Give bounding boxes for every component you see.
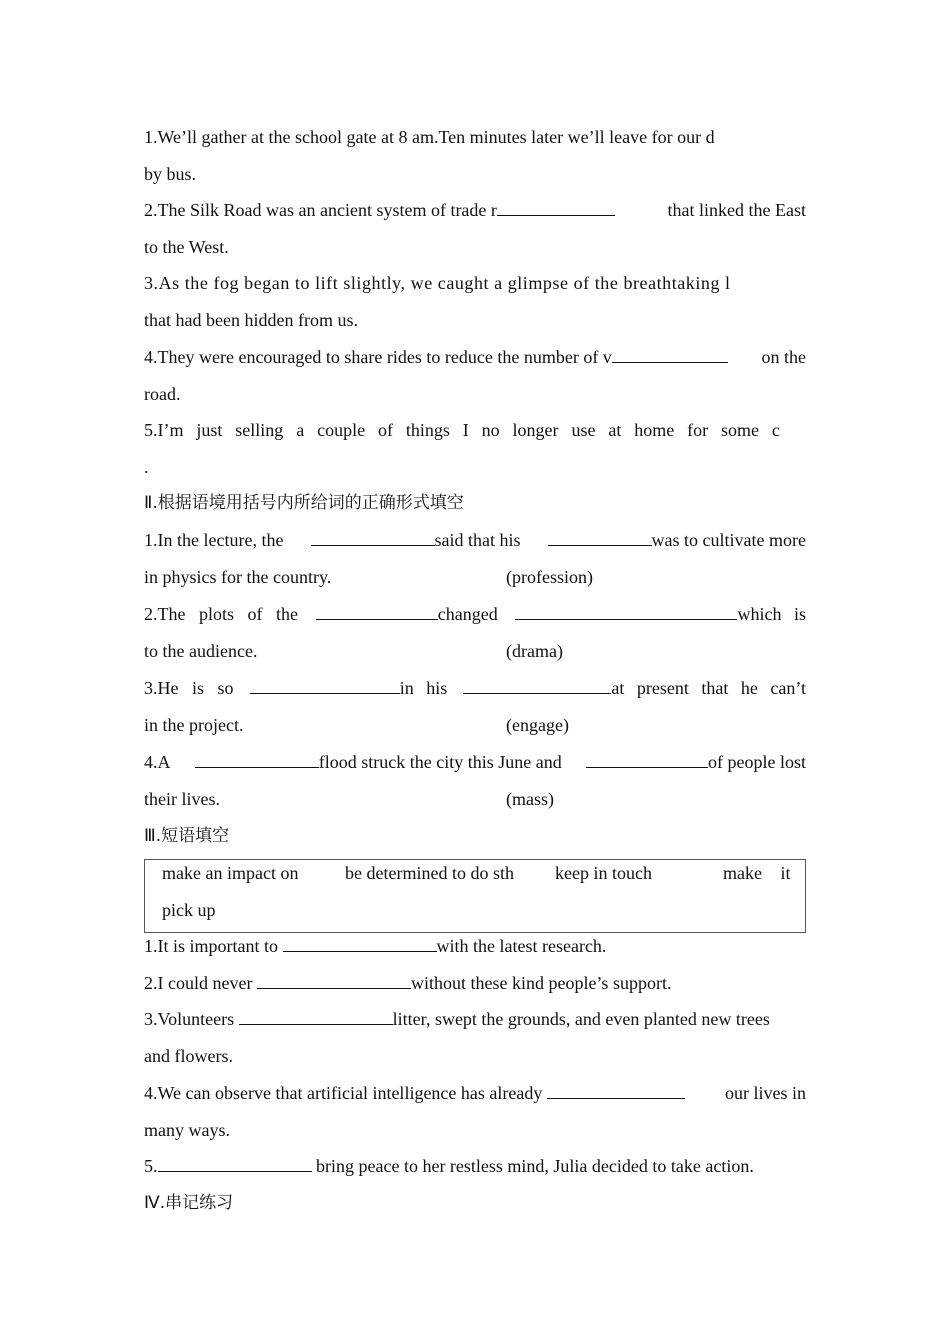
s2-item-1-c: was to cultivate more <box>651 530 806 550</box>
s3-item-4 <box>144 1080 806 1106</box>
s2-item-1-cont <box>144 564 806 590</box>
s1-item-5 <box>144 417 806 443</box>
s2-item-3-hint: (engage) <box>506 715 569 735</box>
section2-heading: Ⅱ.根据语境用括号内所给词的正确形式填空 <box>144 493 464 513</box>
s3-item-2-blank[interactable] <box>257 970 411 989</box>
s3-item-5-b: bring peace to her restless mind, Julia decided to take action. <box>316 1156 754 1176</box>
s3-item-1-a: 1.It is important to <box>144 936 278 956</box>
s3-item-4-b: our lives in <box>725 1083 806 1103</box>
s3-item-3-b: litter, swept the grounds, and even planted new trees <box>392 1009 770 1029</box>
s2-item-2-blank-1[interactable] <box>316 601 438 620</box>
phrase-1: make an impact on <box>162 863 299 883</box>
s1-item-2-blank[interactable] <box>497 197 615 216</box>
s3-item-3-a: 3.Volunteers <box>144 1009 235 1029</box>
s2-item-4 <box>144 749 806 775</box>
s3-item-5-blank[interactable] <box>158 1153 312 1172</box>
s1-item-4-text-b: on the <box>761 347 806 367</box>
s2-item-3 <box>144 675 806 701</box>
s3-item-4-cont: many ways. <box>144 1120 230 1140</box>
s2-item-4-cont <box>144 786 806 812</box>
s1-item-5-cont: . <box>144 457 149 477</box>
s2-item-1-blank-2[interactable] <box>548 527 652 546</box>
s1-item-5-text: 5.I’m just selling a couple of things I no longer use at home for some c <box>144 420 780 440</box>
s1-item-2-text-a: 2.The Silk Road was an ancient system of trade r <box>144 200 497 220</box>
s3-item-1 <box>144 933 806 959</box>
s1-item-1 <box>144 124 806 150</box>
s3-item-1-b: with the latest research. <box>436 936 607 956</box>
s3-item-4-a: 4.We can observe that artificial intelligence has already <box>144 1083 543 1103</box>
section3-heading: Ⅲ.短语填空 <box>144 826 230 846</box>
s2-item-4-c: of people lost <box>708 752 806 772</box>
s2-item-2-cont <box>144 638 806 664</box>
phrase-box <box>144 859 806 933</box>
s2-item-2-line2: to the audience. <box>144 641 258 661</box>
s2-item-4-blank-2[interactable] <box>586 749 708 768</box>
section4-heading: Ⅳ.串记练习 <box>144 1193 234 1213</box>
s2-item-4-line2: their lives. <box>144 789 220 809</box>
s2-item-3-blank-1[interactable] <box>250 675 400 694</box>
s3-item-1-blank[interactable] <box>283 933 437 952</box>
s3-item-3 <box>144 1006 806 1032</box>
s2-item-2 <box>144 601 806 627</box>
s2-item-4-b: flood struck the city this June and <box>318 752 562 772</box>
s1-item-2 <box>144 197 806 223</box>
s2-item-4-hint: (mass) <box>506 789 554 809</box>
s1-item-2-text-b: that linked the East <box>667 200 806 220</box>
s2-item-3-cont <box>144 712 806 738</box>
s1-item-1-cont: by bus. <box>144 164 197 184</box>
s1-item-3-text: 3.As the fog began to lift slightly, we caught a glimpse of the breathtaking l <box>144 273 731 293</box>
s2-item-2-blank-2[interactable] <box>515 601 737 620</box>
s3-item-2 <box>144 970 806 996</box>
s1-item-3 <box>144 270 806 296</box>
s2-item-2-hint: (drama) <box>506 641 563 661</box>
s2-item-3-blank-2[interactable] <box>463 675 611 694</box>
s2-item-4-a: 4.A <box>144 752 171 772</box>
s2-item-1-b: said that his <box>434 530 521 550</box>
s3-item-3-cont: and flowers. <box>144 1046 233 1066</box>
s2-item-1 <box>144 527 806 553</box>
s2-item-3-c: at present that he can’t <box>611 678 806 698</box>
s1-item-4-blank[interactable] <box>612 344 728 363</box>
phrase-5: pick up <box>162 900 216 920</box>
s3-item-4-blank[interactable] <box>547 1080 685 1099</box>
s2-item-3-line2: in the project. <box>144 715 244 735</box>
s1-item-4 <box>144 344 806 370</box>
s3-item-5 <box>144 1153 806 1179</box>
s2-item-1-a: 1.In the lecture, the <box>144 530 284 550</box>
s2-item-3-b: in his <box>399 678 448 698</box>
phrase-3: keep in touch <box>555 863 652 883</box>
s2-item-2-c: which is <box>737 604 806 624</box>
s1-item-4-cont: road. <box>144 384 181 404</box>
s1-item-2-cont: to the West. <box>144 237 229 257</box>
s2-item-1-hint: (profession) <box>506 567 593 587</box>
s2-item-1-line2: in physics for the country. <box>144 567 332 587</box>
s2-item-3-a: 3.He is so <box>144 678 234 698</box>
phrase-2: be determined to do sth <box>345 863 514 883</box>
s2-item-4-blank-1[interactable] <box>195 749 319 768</box>
s3-item-2-b: without these kind people’s support. <box>410 973 672 993</box>
s3-item-5-a: 5. <box>144 1156 158 1176</box>
s3-item-2-a: 2.I could never <box>144 973 253 993</box>
s1-item-4-text-a: 4.They were encouraged to share rides to reduce the number of v <box>144 347 612 367</box>
s2-item-2-b: changed <box>437 604 498 624</box>
s1-item-3-cont: that had been hidden from us. <box>144 310 358 330</box>
phrase-4: make it <box>723 863 791 883</box>
s3-item-3-blank[interactable] <box>239 1006 393 1025</box>
s2-item-2-a: 2.The plots of the <box>144 604 298 624</box>
s1-item-1-text: 1.We’ll gather at the school gate at 8 am.Ten minutes later we’ll leave for our d <box>144 127 715 147</box>
s2-item-1-blank-1[interactable] <box>311 527 435 546</box>
